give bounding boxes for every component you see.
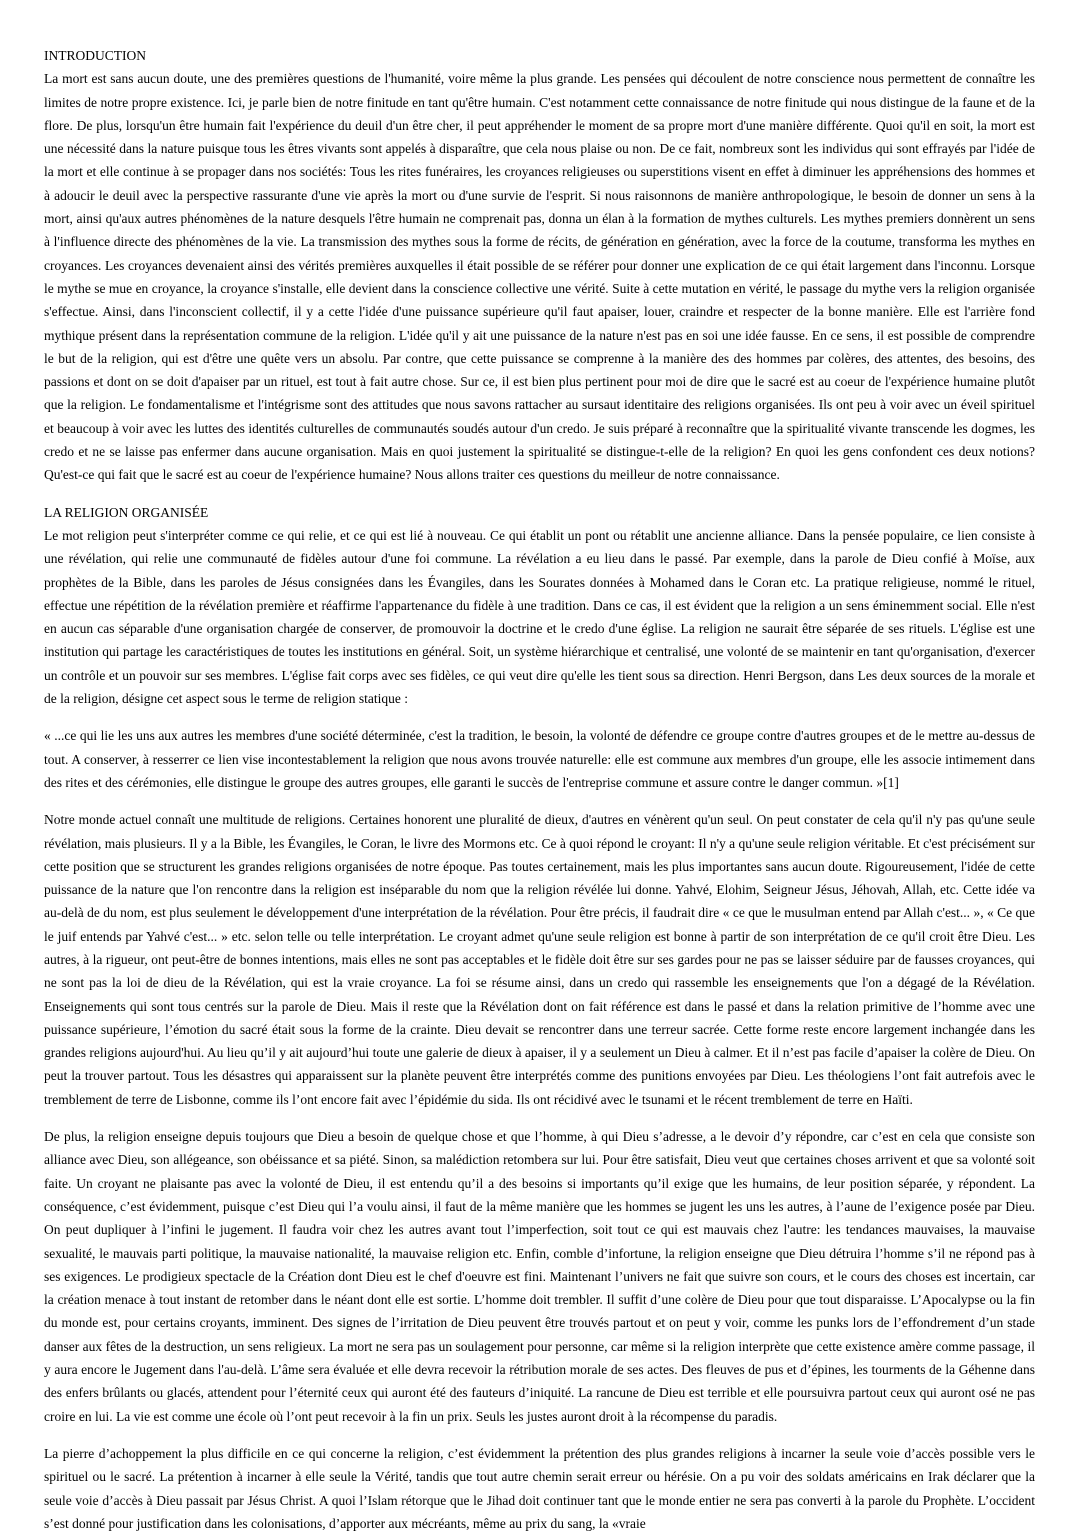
section-heading-introduction: INTRODUCTION	[44, 48, 146, 63]
body-paragraph-religion-definition: Le mot religion peut s'interpréter comme ce qui relie, et ce qui est lié à nouveau. Ce qui établit un pont ou rétablit une ancienne alliance. Dans la pensée populaire, ce lien consiste à une révélation, qui relie une communauté de fidèles autour d'une foi commune. La révélation a eu lieu dans le passé. Par exemple, dans la parole de Dieu confié à Moïse, aux prophètes de la Bible, dans les paroles de Jésus consignées dans les Évangiles, dans les Sourates données à Mohamed dans le Coran etc. La pratique religieuse, nommé le rituel, effectue une répétition de la révélation première et réaffirme l'appartenance du fidèle à une tradition. Dans ce cas, il est évident que la religion a un sens éminemment social. Elle n'est en aucun cas séparable d'une organisation chargée de conserver, de promouvoir la doctrine et le credo d'une église. La religion ne saurait être séparée de ses rituels. L'église est une institution qui partage les caractéristiques de toutes les institutions en général. Soit, un système hiérarchique et centralisé, une volonté de se maintenir en tant qu'organisation, d'exercer un contrôle et un pouvoir sur ses membres. L'église fait corps avec ses fidèles, ce qui veut dire qu'elle les tient sous sa direction. Henri Bergson, dans Les deux sources de la morale et de la religion, désigne cet aspect sous le terme de religion statique :	[44, 527, 1035, 707]
quote-paragraph-bergson: « ...ce qui lie les uns aux autres les membres d'une société déterminée, c'est la tradition, le besoin, la volonté de défendre ce groupe contre d'autres groupes et de le mettre au-dessus de tout. A conserver, à resserrer ce lien vise incontestablement la religion que nous avons trouvée naturelle: elle est commune aux membres d'un groupe, elle les associe intimement dans des rites et des cérémonies, elle distingue le groupe des autres groupes, elle garanti le succès de l'entreprise commune et assure contre le danger commun. »[1]	[44, 728, 1035, 790]
body-paragraph-dieu-besoin: De plus, la religion enseigne depuis toujours que Dieu a besoin de quelque chose et que l’homme, à qui Dieu s’adresse, a le devoir d’y répondre, car c’est en cela que consiste son alliance avec Dieu, son allégeance, son obéissance et sa piété. Sinon, sa malédiction retombera sur lui. Pour être satisfait, Dieu veut que certaines choses arrivent et que sa volonté soit faite. Un croyant ne plaisante pas avec la volonté de Dieu, il est entendu qu’il a des besoins si importants qu’il exige que les humains, de leur position séparée, y répondent. La conséquence, c’est évidemment, puisque c’est Dieu qui l’a voulu ainsi, il faut de la même manière que les hommes se jugent les uns les autres, à l’aune de l’exigence posée par Dieu. On peut dupliquer à l’infini le jugement. Il faudra voir chez les autres avant tout l’imperfection, soit tout ce qui est mauvais chez l'autre: les tendances mauvaises, la mauvaise sexualité, le mauvais parti politique, la mauvaise nationalité, la mauvaise religion etc. Enfin, comble d’infortune, la religion enseigne que Dieu détruira l’homme s’il ne répond pas à ses exigences. Le prodigieux spectacle de la Création dont Dieu est le chef d'oeuvre est fini. Maintenant l’univers ne fait que suivre son cours, et le cours des choses est incertain, car la création menace à tout instant de retomber dans le néant dont elle est sortie. L’homme doit trembler. Il suffit d’une colère de Dieu pour que tout disparaisse. L’Apocalypse ou la fin du monde est, pour certains croyants, imminent. Des signes de l’irritation de Dieu peuvent être trouvés partout et on peut y voir, comme les punks lors de l’effondrement d’un stade danser aux fêtes de la destruction, un sens religieux. La mort ne sera pas un soulagement pour personne, car même si la religion interprète que cette existence amère comme passage, il y aura encore le Jugement dans l'au-delà. L’âme sera évaluée et elle devra recevoir la rétribution morale de ses actes. Des fleuves de pus et d’épines, les tourments de la Géhenne dans des enfers brûlants ou glacés, attendent pour l’éternité ceux qui auront été des fauteurs d’iniquité. La rancune de Dieu est terrible et elle poursuivra partout ceux qui auront osé ne pas croire en lui. La vie est comme une école où l’ont peut recevoir à la fin un prix. Seuls les justes auront droit à la récompense du paradis.	[44, 1129, 1035, 1424]
body-paragraph-pierre-achoppement: La pierre d’achoppement la plus difficile en ce qui concerne la religion, c’est évidemment la prétention des plus grandes religions à incarner la seule voie d’accès possible vers le spirituel ou le sacré. La prétention à incarner à elle seule la Vérité, tandis que tout autre chemin serait erreur ou hérésie. On a pu voir des soldats américains en Irak déclarer que la seule voie d’accès à Dieu passait par Jésus Christ. A quoi l’Islam rétorque que le Jihad doit continuer tant que le monde entier ne sera pas converti à la parole du Prophète. L’occident s’est donné pour justification dans les colonisations, d’apporter aux mécréants, même au prix du sang, la «vraie	[44, 1445, 1035, 1531]
body-paragraph-multitude-religions: Notre monde actuel connaît une multitude de religions. Certaines honorent une pluralité de dieux, d'autres en vénèrent qu'un seul. On peut constater de cela qu'il n'y pas qu'une seule révélation, mais plusieurs. Il y a la Bible, les Évangiles, le Coran, le livre des Mormons etc. Ce à quoi répond le croyant: Il n'y a qu'une seule religion véritable. Et c'est précisément sur cette position que se structurent les grandes religions organisées de notre époque. Pas toutes certainement, mais les plus importantes sans aucun doute. Rigoureusement, l'idée de cette puissance de la nature que l'on rencontre dans la religion est inséparable du nom que la religion révélée lui donne. Yahvé, Elohim, Seigneur Jésus, Jéhovah, Allah, etc. Cette idée va au-delà de du nom, est plus seulement le développement d'une interprétation de la révélation. Pour être précis, il faudrait dire « ce que le musulman entend par Allah c'est... », « Ce que le juif entends par Yahvé c'est... » etc. selon telle ou telle interprétation. Le croyant admet qu'une seule religion est bonne à partir de son interprétation de ce qu'il croit être Dieu. Les autres, à la rigueur, ont peut-être de bonnes intentions, mais elles ne sont pas acceptables et le fidèle doit être sur ses gardes pour ne pas se laisser séduire par de fausses croyances, qui ne sont pas la loi de dieu de la Révélation, qui est la vraie croyance. La foi se résume ainsi, dans un credo qui rassemble les enseignements que l'on a dégagé de la Révélation. Enseignements qui sont tous centrés sur la parole de Dieu. Mais il reste que la Révélation dont on fait référence est dans le passé et dans la relation primitive de l’homme avec une puissance supérieure, l’émotion du sacré était sous la forme de la crainte. Dieu devait se rencontrer dans une terreur sacrée. Cette forme reste encore largement inchangée dans les grandes religions aujourd'hui. Au lieu qu’il y ait aujourd’hui toute une galerie de dieux à apaiser, il y a seulement un Dieu à calmer. Et il n’est pas facile d’apaiser la colère de Dieu. On peut la trouver partout. Tous les désastres qui apparaissent sur la planète peuvent être interprétés comme des punitions envoyées par Dieu. Les théologiens l’ont fait autrefois avec le tremblement de terre de Lisbonne, comme ils l’ont encore fait avec l’épidémie du sida. Ils ont récidivé avec le tsunami et le récent tremblement de terre en Haïti.	[44, 812, 1036, 1107]
intro-paragraph: La mort est sans aucun doute, une des premières questions de l'humanité, voire même la plus grande. Les pensées qui découlent de notre conscience nous permettent de connaître les limites de notre propre existence. Ici, je parle bien de notre finitude en tant qu'être humain. C'est notamment cette connaissance de notre finitude qui nous distingue de la faune et de la flore. De plus, lorsqu'un être humain fait l'expérience du deuil d'un être cher, il peut appréhender le moment de sa propre mort d'une manière différente. Quoi qu'il en soit, la mort est une nécessité dans la nature puisque tous les êtres vivants sont appelés à disparaître, que cela nous plaise ou non. De ce fait, nombreux sont les individus qui sont effrayés par l'idée de la mort et elle continue à se propager dans nos sociétés: Tous les rites funéraires, les croyances religieuses ou superstitions visent en effet à diminuer les appréhensions des hommes et à adoucir le deuil avec la perspective rassurante d'une vie après la mort ou d'une survie de l'esprit. Si nous raisonnons de manière anthropologique, le besoin de donner un sens à la mort, ainsi qu'aux autres phénomènes de la nature desquels l'être humain ne comprenait pas, donna un élan à la formation de mythes culturels. Les mythes premiers donnèrent un sens à l'influence directe des phénomènes de la vie. La transmission des mythes sous la forme de récits, de génération en génération, avec la force de la coutume, transforma les mythes en croyances. Les croyances devenaient ainsi des vérités premières auxquelles il était possible de se référer pour donner une explication de ce qui était largement dans l'inconnu. Lorsque le mythe se mue en croyance, la croyance s'installe, elle devient dans la conscience collective une vérité. Suite à cette mutation en vérité, le passage du mythe vers la religion organisée s'effectue. Ainsi, dans l'inconscient collectif, il y a cette l'idée d'une puissance supérieure qu'il faut apaiser, louer, craindre et respecter de la bonne manière. Elle est l'arrière fond mythique présent dans la représentation commune de la religion. L'idée qu'il y ait une puissance de la nature n'est pas en soi une idée fausse. En ce sens, il est possible de comprendre le but de la religion, qui est d'être une quête vers un absolu. Par contre, que cette puissance se comprenne à la manière des des hommes par colères, des attentes, des besoins, des passions et dont on se doit d'apaiser par un rituel, est tout à fait autre chose. Sur ce, il est bien plus pertinent pour moi de dire que le sacré est au coeur de l'expérience humaine plutôt que la religion. Le fondamentalisme et l'intégrisme sont des attitudes que nous savons rattacher au sursaut identitaire des religions organisées. Ils ont peu à voir avec un éveil spirituel et beaucoup à voir avec les luttes des identités culturelles de communautés soudés autour d'un credo. Je suis préparé à reconnaître que la spiritualité vivante transcende les dogmes, les credo et ne se laisse pas enfermer dans aucune organisation. Mais en quoi justement la spiritualité se distingue-t-elle de la religion? En quoi les gens confondent ces deux notions? Qu'est-ce qui fait que le sacré est au coeur de l'expérience humaine? Nous allons traiter ces questions du meilleur de notre connaissance.	[44, 71, 1035, 483]
section-heading-religion-organisee: LA RELIGION ORGANISÉE	[44, 504, 209, 520]
